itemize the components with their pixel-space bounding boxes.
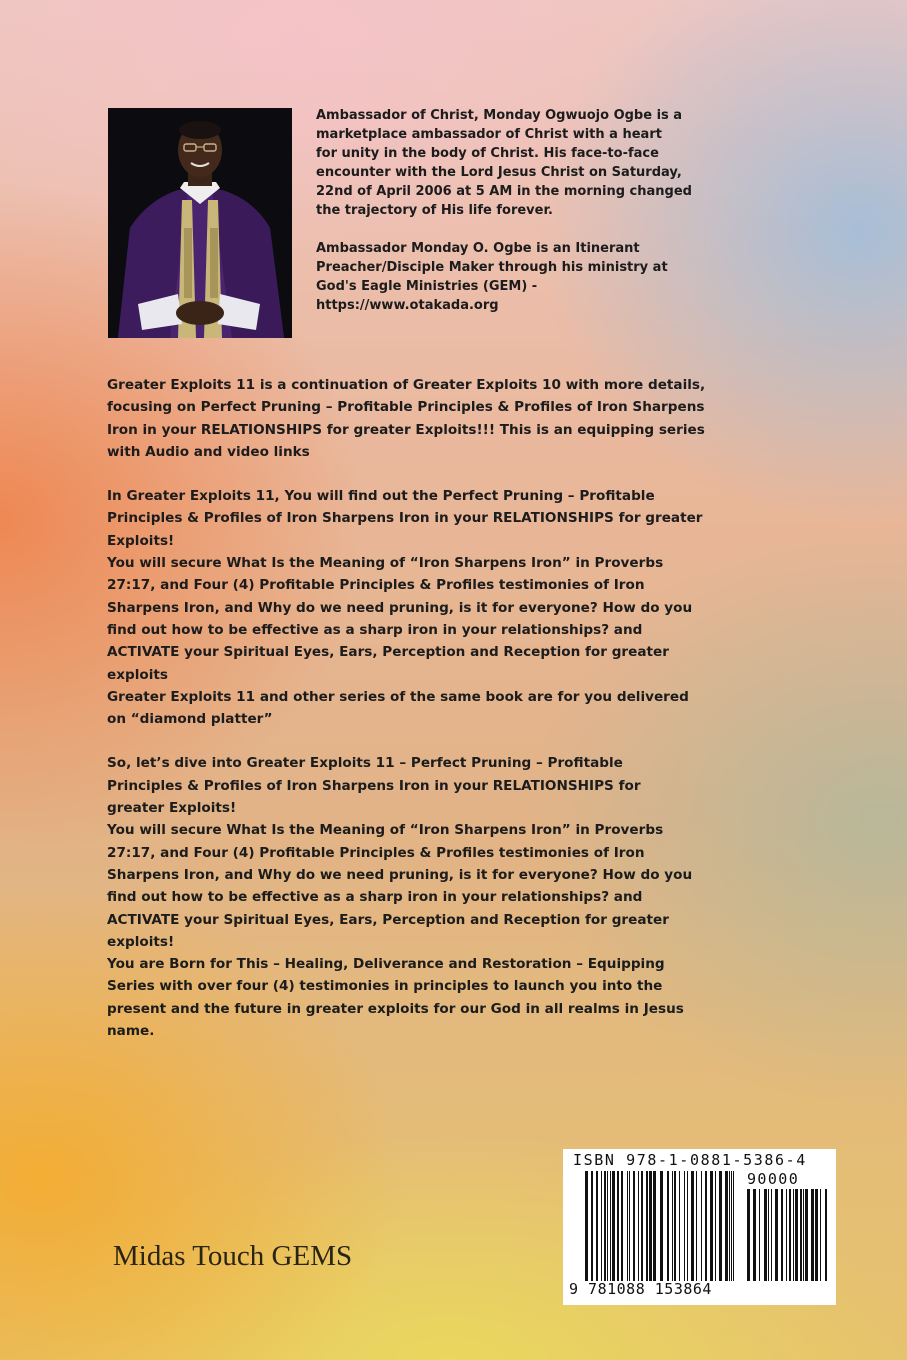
barcode-bar [764,1189,767,1281]
barcode-bar [825,1189,827,1281]
description-line: You will secure What Is the Meaning of “Iron Sharpens Iron” in Proverbs [107,555,664,572]
description-line: focusing on Perfect Pruning – Profitable Principles & Profiles of Iron Sharpens [107,399,705,416]
barcode-bar [629,1171,630,1281]
barcode-bar [653,1171,656,1281]
description-line: Sharpens Iron, and Why do we need pruning, is it for everyone? How do you [107,599,693,616]
description-line: You will secure What Is the Meaning of “Iron Sharpens Iron” in Proverbs [107,822,664,839]
barcode-bar [646,1171,648,1281]
barcode-bar [591,1171,593,1281]
barcode-bar [679,1171,680,1281]
barcode-bar [729,1171,730,1281]
description-line: Greater Exploits 11 is a continuation of Greater Exploits 10 with more details, [107,377,706,393]
barcode-bar [789,1189,791,1281]
bio-line: 22nd of April 2006 at 5 AM in the morning changed [316,184,692,199]
description-line: on “diamond platter” [107,711,273,728]
description-paragraph-2 [107,485,765,730]
bio-line: Ambassador Monday O. Ogbe is an Itinerant [316,241,640,256]
bio-line: the trajectory of His life forever. [316,203,553,218]
barcode-bar [725,1171,728,1281]
barcode-bar [753,1189,756,1281]
description-line: Principles & Profiles of Iron Sharpens Iron in your RELATIONSHIPS for greater [107,510,703,527]
barcode-bar [660,1171,663,1281]
barcode-bar [684,1171,685,1281]
barcode-bar [596,1171,598,1281]
barcode-bar [672,1171,673,1281]
description-line: ACTIVATE your Spiritual Eyes, Ears, Perception and Reception for greater [107,911,669,928]
bio-line: Ambassador of Christ, Monday Ogwuojo Ogbe is a [316,108,683,123]
barcode-bar [793,1189,794,1281]
barcode-bar [747,1189,750,1281]
barcode-bar [607,1171,608,1281]
barcode-bar [719,1171,722,1281]
barcode-bar [627,1171,628,1281]
barcode-bar [621,1171,623,1281]
description-line: So, let’s dive into Greater Exploits 11 – Perfect Pruning – Profitable [107,755,623,772]
ministry-url: https://www.otakada.org [316,298,499,313]
description-line: Greater Exploits 11 and other series of the same book are for you delivered [107,688,689,705]
description-line: In Greater Exploits 11, You will find out the Perfect Pruning – Profitable [107,488,655,505]
barcode-bar [815,1189,818,1281]
barcode-bar [786,1189,787,1281]
description-line: You are Born for This – Healing, Deliverance and Restoration – Equipping [107,956,665,973]
description-line: name. [107,1023,155,1040]
ean-digits: 9 781088 153864 [569,1280,712,1298]
barcode-bar [710,1171,713,1281]
price-barcode-bars [747,1189,827,1281]
description-line: Iron in your RELATIONSHIPS for greater Exploits!!! This is an equipping series [107,421,705,438]
barcode-bar [604,1171,606,1281]
author-portrait-image [108,108,292,338]
description-line: greater Exploits! [107,800,237,817]
barcode-bar [811,1189,814,1281]
barcode-bar [803,1189,804,1281]
barcode-bar [610,1171,611,1281]
description-line: find out how to be effective as a sharp iron in your relationships? and [107,889,643,906]
barcode-bar [633,1171,635,1281]
bio-line: for unity in the body of Christ. His face-to-face [316,146,659,161]
description-line: exploits! [107,933,175,950]
description-line: with Audio and video links [107,443,310,460]
barcode-bar [805,1189,808,1281]
description-line: Principles & Profiles of Iron Sharpens Iron in your RELATIONSHIPS for [107,777,641,794]
barcode-bar [781,1189,783,1281]
barcode-bar [617,1171,619,1281]
barcode-bar [795,1189,798,1281]
ean-barcode-bars [585,1171,735,1281]
barcode-bar [775,1189,778,1281]
barcode-bar [585,1171,588,1281]
isbn-label: ISBN 978-1-0881-5386-4 [573,1151,807,1169]
barcode-bar [649,1171,652,1281]
barcode-bar [612,1171,615,1281]
barcode-bar [733,1171,734,1281]
description-line: Sharpens Iron, and Why do we need pruning, is it for everyone? How do you [107,866,693,883]
barcode-bar [674,1171,676,1281]
description-paragraph-3 [107,752,765,1042]
barcode-bar [691,1171,694,1281]
isbn-barcode [563,1149,836,1305]
barcode-bar [800,1189,802,1281]
bio-line: encounter with the Lord Jesus Christ on Saturday, [316,165,682,180]
author-bio [316,106,836,334]
description-line: Exploits! [107,532,175,549]
bio-paragraph-1 [316,106,836,220]
barcode-bar [641,1171,643,1281]
barcode-bar [705,1171,707,1281]
bio-paragraph-2 [316,239,836,315]
barcode-bar [638,1171,639,1281]
barcode-bar [768,1189,769,1281]
description-line: ACTIVATE your Spiritual Eyes, Ears, Perception and Reception for greater [107,644,669,661]
description-line: find out how to be effective as a sharp iron in your relationships? and [107,621,643,638]
bio-line: marketplace ambassador of Christ with a heart [316,127,662,142]
barcode-bar [820,1189,821,1281]
description-line: exploits [107,666,168,683]
description-line: 27:17, and Four (4) Profitable Principles & Profiles testimonies of Iron [107,577,645,594]
barcode-bar [701,1171,702,1281]
description-line: 27:17, and Four (4) Profitable Principles & Profiles testimonies of Iron [107,844,645,861]
barcode-bar [715,1171,716,1281]
publisher-name: Midas Touch GEMS [113,1240,353,1272]
barcode-bar [687,1171,688,1281]
description-line: present and the future in greater exploits for our God in all realms in Jesus [107,1000,684,1017]
barcode-bar [601,1171,602,1281]
description-paragraph-1 [107,374,765,463]
barcode-bar [667,1171,669,1281]
barcode-bar [696,1171,697,1281]
book-description [107,374,765,1064]
barcode-bar [731,1171,732,1281]
bio-line: Preacher/Disciple Maker through his ministry at [316,260,668,275]
description-line: Series with over four (4) testimonies in principles to launch you into the [107,978,663,995]
price-code: 90000 [747,1170,800,1188]
barcode-bar [759,1189,760,1281]
barcode-bar [771,1189,772,1281]
author-photo [108,108,292,338]
bio-line: God's Eagle Ministries (GEM) - [316,279,538,294]
